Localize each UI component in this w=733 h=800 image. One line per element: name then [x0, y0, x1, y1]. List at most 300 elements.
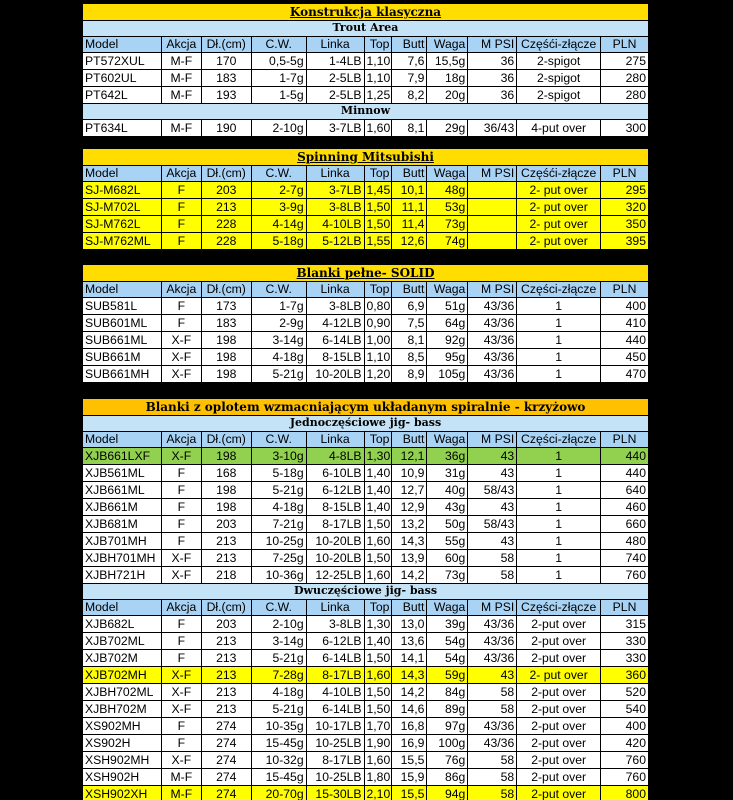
cell-cw: 5-18g — [252, 465, 307, 482]
cell-cw: 2-7g — [252, 182, 307, 199]
cell-mpsi: 58 — [468, 786, 517, 800]
cell-pln: 275 — [601, 53, 649, 70]
rows-spinning — [82, 182, 649, 250]
column-header-dlugosc: Dł.(cm) — [202, 600, 252, 616]
column-header-butt: Butt — [392, 600, 427, 616]
cell-waga: 51g — [427, 298, 468, 315]
column-header-top: Top — [365, 37, 393, 53]
column-header-czesci: Części-złącze — [517, 432, 601, 448]
table-row — [82, 199, 649, 216]
column-header-mpsi: M PSI — [468, 37, 517, 53]
cell-butt: 14,6 — [392, 701, 427, 718]
cell-dlugosc: 213 — [202, 533, 252, 550]
cell-butt: 7,5 — [392, 315, 427, 332]
cell-pln: 400 — [601, 718, 649, 735]
cell-dlugosc: 170 — [202, 53, 252, 70]
cell-top: 1,70 — [365, 718, 393, 735]
cell-pln: 420 — [601, 735, 649, 752]
cell-cw: 3-9g — [252, 199, 307, 216]
cell-cw: 10-36g — [252, 567, 307, 584]
cell-pln: 660 — [601, 516, 649, 533]
cell-cw: 10-25g — [252, 533, 307, 550]
cell-czesci: 2-put over — [517, 735, 601, 752]
cell-butt: 13,6 — [392, 633, 427, 650]
table-row — [82, 667, 649, 684]
cell-akcja: X-F — [162, 701, 202, 718]
cell-czesci: 2-put over — [517, 633, 601, 650]
cell-model: XJBH702ML — [83, 684, 162, 701]
cell-waga: 15,5g — [427, 53, 468, 70]
cell-cw: 10-32g — [252, 752, 307, 769]
cell-butt: 14,1 — [392, 650, 427, 667]
column-header-model: Model — [83, 282, 162, 298]
cell-top: 1,25 — [365, 87, 393, 104]
table-row — [82, 332, 649, 349]
cell-waga: 84g — [427, 684, 468, 701]
cell-cw: 4-14g — [252, 216, 307, 233]
cell-top: 1,60 — [365, 533, 393, 550]
cell-akcja: M-F — [162, 70, 202, 87]
cell-linka: 4-8LB — [307, 448, 365, 465]
cell-dlugosc: 198 — [202, 349, 252, 366]
column-header-mpsi: M PSI — [468, 282, 517, 298]
cell-mpsi: 43/36 — [468, 735, 517, 752]
cell-czesci: 2-spigot — [517, 87, 601, 104]
cell-butt: 16,9 — [392, 735, 427, 752]
cell-akcja: M-F — [162, 53, 202, 70]
cell-waga: 100g — [427, 735, 468, 752]
cell-dlugosc: 198 — [202, 448, 252, 465]
cell-model: XJB682L — [83, 616, 162, 633]
cell-model: XSH902H — [83, 769, 162, 786]
cell-top: 1,00 — [365, 332, 393, 349]
cell-top: 1,60 — [365, 567, 393, 584]
cell-butt: 6,9 — [392, 298, 427, 315]
column-header-linka: Linka — [307, 166, 365, 182]
cell-akcja: M-F — [162, 87, 202, 104]
cell-mpsi — [468, 216, 517, 233]
cell-top: 1,50 — [365, 216, 393, 233]
column-header-top: Top — [365, 166, 393, 182]
cell-model: PT572XUL — [83, 53, 162, 70]
table-row — [82, 366, 649, 383]
cell-butt: 12,9 — [392, 499, 427, 516]
cell-waga: 76g — [427, 752, 468, 769]
cell-czesci: 2-put over — [517, 718, 601, 735]
cell-mpsi: 58 — [468, 769, 517, 786]
cell-pln: 395 — [601, 233, 649, 250]
cell-akcja: X-F — [162, 667, 202, 684]
cell-czesci: 2-put over — [517, 769, 601, 786]
column-header-pln: PLN — [601, 37, 649, 53]
column-header-linka: Linka — [307, 37, 365, 53]
cell-dlugosc: 198 — [202, 482, 252, 499]
column-header-cw: C.W. — [252, 282, 307, 298]
table-row — [82, 53, 649, 70]
cell-pln: 440 — [601, 332, 649, 349]
cell-waga: 59g — [427, 667, 468, 684]
cell-pln: 410 — [601, 315, 649, 332]
cell-akcja: F — [162, 465, 202, 482]
cell-czesci: 1 — [517, 465, 601, 482]
cell-pln: 280 — [601, 70, 649, 87]
cell-model: XJBH702M — [83, 701, 162, 718]
cell-top: 1,80 — [365, 769, 393, 786]
cell-czesci: 1 — [517, 349, 601, 366]
column-header-akcja: Akcja — [162, 432, 202, 448]
column-header-top: Top — [365, 432, 393, 448]
cell-czesci: 1 — [517, 516, 601, 533]
rows-dwuczesciowe — [82, 616, 649, 800]
cell-mpsi: 43/36 — [468, 633, 517, 650]
cell-czesci: 2-put over — [517, 616, 601, 633]
cell-model: PT642L — [83, 87, 162, 104]
section-title: Minnow — [82, 104, 649, 120]
cell-butt: 13,2 — [392, 516, 427, 533]
column-header-akcja: Akcja — [162, 166, 202, 182]
cell-model: XJB661M — [83, 499, 162, 516]
cell-top: 1,50 — [365, 701, 393, 718]
cell-top: 1,45 — [365, 182, 393, 199]
cell-linka: 10-17LB — [307, 718, 365, 735]
cell-waga: 54g — [427, 633, 468, 650]
cell-mpsi: 43/36 — [468, 616, 517, 633]
cell-cw: 5-21g — [252, 366, 307, 383]
table-title: Konstrukcja klasyczna — [82, 3, 649, 21]
table-row — [82, 718, 649, 735]
cell-pln: 330 — [601, 633, 649, 650]
cell-model: XJB681M — [83, 516, 162, 533]
cell-czesci: 1 — [517, 315, 601, 332]
column-header-pln: PLN — [601, 432, 649, 448]
cell-akcja: F — [162, 516, 202, 533]
cell-pln: 470 — [601, 366, 649, 383]
cell-top: 1,60 — [365, 120, 393, 137]
column-header-row — [82, 600, 649, 616]
rows-jednoczesciowe — [82, 448, 649, 584]
cell-top: 0,80 — [365, 298, 393, 315]
table-row — [82, 650, 649, 667]
cell-linka: 3-8LB — [307, 199, 365, 216]
cell-mpsi: 43/36 — [468, 650, 517, 667]
cell-mpsi — [468, 199, 517, 216]
cell-mpsi: 58 — [468, 567, 517, 584]
cell-butt: 14,2 — [392, 567, 427, 584]
cell-czesci: 1 — [517, 366, 601, 383]
cell-model: SJ-M682L — [83, 182, 162, 199]
cell-dlugosc: 274 — [202, 718, 252, 735]
column-header-butt: Butt — [392, 166, 427, 182]
table-row — [82, 298, 649, 315]
table-row — [82, 735, 649, 752]
table-blanki-z-oplotem — [82, 398, 649, 800]
cell-butt: 10,9 — [392, 465, 427, 482]
column-header-dlugosc: Dł.(cm) — [202, 37, 252, 53]
cell-top: 0,90 — [365, 315, 393, 332]
cell-pln: 350 — [601, 216, 649, 233]
cell-dlugosc: 203 — [202, 616, 252, 633]
column-header-dlugosc: Dł.(cm) — [202, 432, 252, 448]
cell-butt: 14,2 — [392, 684, 427, 701]
cell-cw: 2-9g — [252, 315, 307, 332]
cell-linka: 5-12LB — [307, 233, 365, 250]
column-header-row — [82, 166, 649, 182]
cell-linka: 4-10LB — [307, 216, 365, 233]
cell-dlugosc: 198 — [202, 332, 252, 349]
cell-butt: 12,7 — [392, 482, 427, 499]
cell-cw: 1-7g — [252, 70, 307, 87]
cell-czesci: 2- put over — [517, 216, 601, 233]
cell-model: XJB702ML — [83, 633, 162, 650]
cell-czesci: 2- put over — [517, 233, 601, 250]
column-header-waga: Waga — [427, 600, 468, 616]
column-header-akcja: Akcja — [162, 600, 202, 616]
cell-mpsi: 43/36 — [468, 349, 517, 366]
column-header-akcja: Akcja — [162, 282, 202, 298]
cell-model: SJ-M762ML — [83, 233, 162, 250]
column-header-mpsi: M PSI — [468, 432, 517, 448]
cell-pln: 320 — [601, 199, 649, 216]
cell-czesci: 2-put over — [517, 684, 601, 701]
cell-akcja: X-F — [162, 332, 202, 349]
cell-waga: 29g — [427, 120, 468, 137]
cell-dlugosc: 274 — [202, 735, 252, 752]
cell-top: 1,40 — [365, 633, 393, 650]
cell-akcja: F — [162, 233, 202, 250]
column-header-waga: Waga — [427, 432, 468, 448]
cell-cw: 15-45g — [252, 735, 307, 752]
cell-model: SJ-M762L — [83, 216, 162, 233]
cell-czesci: 4-put over — [517, 120, 601, 137]
column-header-mpsi: M PSI — [468, 600, 517, 616]
cell-dlugosc: 213 — [202, 667, 252, 684]
cell-butt: 16,8 — [392, 718, 427, 735]
cell-model: PT634L — [83, 120, 162, 137]
cell-linka: 3-8LB — [307, 616, 365, 633]
table-title: Spinning Mitsubishi — [82, 148, 649, 166]
cell-butt: 13,0 — [392, 616, 427, 633]
cell-mpsi: 43 — [468, 448, 517, 465]
cell-waga: 39g — [427, 616, 468, 633]
column-header-row — [82, 432, 649, 448]
cell-akcja: F — [162, 735, 202, 752]
cell-linka: 10-25LB — [307, 769, 365, 786]
table-row — [82, 87, 649, 104]
cell-mpsi: 58 — [468, 550, 517, 567]
cell-mpsi: 58/43 — [468, 482, 517, 499]
cell-pln: 760 — [601, 752, 649, 769]
cell-dlugosc: 228 — [202, 233, 252, 250]
cell-cw: 7-21g — [252, 516, 307, 533]
table-row — [82, 499, 649, 516]
cell-dlugosc: 203 — [202, 182, 252, 199]
cell-mpsi: 36 — [468, 87, 517, 104]
cell-czesci: 2-put over — [517, 650, 601, 667]
table-row — [82, 516, 649, 533]
cell-akcja: F — [162, 650, 202, 667]
cell-top: 1,50 — [365, 516, 393, 533]
cell-top: 2,10 — [365, 786, 393, 800]
cell-waga: 64g — [427, 315, 468, 332]
cell-dlugosc: 193 — [202, 87, 252, 104]
table-row — [82, 120, 649, 137]
cell-czesci: 1 — [517, 550, 601, 567]
cell-butt: 12,1 — [392, 448, 427, 465]
cell-akcja: F — [162, 533, 202, 550]
cell-pln: 315 — [601, 616, 649, 633]
cell-top: 1,90 — [365, 735, 393, 752]
cell-model: XJB701MH — [83, 533, 162, 550]
cell-mpsi: 43 — [468, 667, 517, 684]
cell-mpsi: 43/36 — [468, 332, 517, 349]
cell-waga: 31g — [427, 465, 468, 482]
table-row — [82, 349, 649, 366]
table-spinning-mitsubishi — [82, 148, 649, 250]
cell-akcja: X-F — [162, 684, 202, 701]
cell-cw: 20-70g — [252, 786, 307, 800]
cell-mpsi: 43 — [468, 499, 517, 516]
cell-cw: 2-10g — [252, 616, 307, 633]
cell-cw: 0,5-5g — [252, 53, 307, 70]
cell-model: XJB661ML — [83, 482, 162, 499]
cell-model: XS902H — [83, 735, 162, 752]
cell-dlugosc: 173 — [202, 298, 252, 315]
cell-akcja: F — [162, 182, 202, 199]
section-title: Trout Area — [82, 21, 649, 37]
column-header-linka: Linka — [307, 432, 365, 448]
cell-top: 1,60 — [365, 752, 393, 769]
cell-pln: 460 — [601, 499, 649, 516]
column-header-cw: C.W. — [252, 432, 307, 448]
cell-czesci: 1 — [517, 567, 601, 584]
cell-model: XJB702M — [83, 650, 162, 667]
cell-dlugosc: 213 — [202, 633, 252, 650]
cell-mpsi: 58 — [468, 701, 517, 718]
cell-waga: 18g — [427, 70, 468, 87]
cell-linka: 1-4LB — [307, 53, 365, 70]
cell-dlugosc: 274 — [202, 786, 252, 800]
cell-linka: 3-8LB — [307, 298, 365, 315]
table-row — [82, 684, 649, 701]
cell-cw: 7-28g — [252, 667, 307, 684]
cell-cw: 4-18g — [252, 499, 307, 516]
cell-waga: 86g — [427, 769, 468, 786]
cell-cw: 15-45g — [252, 769, 307, 786]
column-header-dlugosc: Dł.(cm) — [202, 166, 252, 182]
cell-waga: 105g — [427, 366, 468, 383]
cell-mpsi: 58 — [468, 752, 517, 769]
cell-butt: 8,9 — [392, 366, 427, 383]
column-header-mpsi: M PSI — [468, 166, 517, 182]
table-row — [82, 233, 649, 250]
column-header-pln: PLN — [601, 600, 649, 616]
cell-cw: 3-10g — [252, 448, 307, 465]
cell-model: XJBH721H — [83, 567, 162, 584]
cell-waga: 40g — [427, 482, 468, 499]
table-konstrukcja-klasyczna — [82, 3, 649, 137]
cell-linka: 10-20LB — [307, 550, 365, 567]
cell-linka: 10-25LB — [307, 735, 365, 752]
cell-linka: 4-12LB — [307, 315, 365, 332]
cell-mpsi: 43/36 — [468, 298, 517, 315]
cell-linka: 12-25LB — [307, 567, 365, 584]
cell-dlugosc: 183 — [202, 70, 252, 87]
column-header-pln: PLN — [601, 166, 649, 182]
cell-linka: 8-17LB — [307, 667, 365, 684]
cell-dlugosc: 213 — [202, 650, 252, 667]
cell-czesci: 2-spigot — [517, 70, 601, 87]
cell-top: 1,10 — [365, 70, 393, 87]
cell-waga: 43g — [427, 499, 468, 516]
cell-butt: 8,1 — [392, 120, 427, 137]
table-row — [82, 465, 649, 482]
cell-dlugosc: 274 — [202, 769, 252, 786]
cell-waga: 54g — [427, 650, 468, 667]
cell-akcja: M-F — [162, 786, 202, 800]
column-header-row — [82, 37, 649, 53]
cell-pln: 760 — [601, 567, 649, 584]
cell-czesci: 1 — [517, 499, 601, 516]
cell-czesci: 1 — [517, 448, 601, 465]
cell-model: SUB661MH — [83, 366, 162, 383]
cell-akcja: M-F — [162, 769, 202, 786]
rows-minnow — [82, 120, 649, 137]
cell-cw: 4-18g — [252, 349, 307, 366]
cell-linka: 6-12LB — [307, 482, 365, 499]
cell-akcja: F — [162, 616, 202, 633]
table-row — [82, 182, 649, 199]
cell-akcja: F — [162, 499, 202, 516]
cell-mpsi — [468, 233, 517, 250]
cell-pln: 540 — [601, 701, 649, 718]
cell-akcja: X-F — [162, 349, 202, 366]
cell-akcja: X-F — [162, 366, 202, 383]
column-header-model: Model — [83, 432, 162, 448]
cell-top: 1,55 — [365, 233, 393, 250]
cell-dlugosc: 198 — [202, 366, 252, 383]
table-row — [82, 216, 649, 233]
column-header-cw: C.W. — [252, 600, 307, 616]
cell-mpsi: 58/43 — [468, 516, 517, 533]
cell-butt: 10,1 — [392, 182, 427, 199]
cell-waga: 95g — [427, 349, 468, 366]
cell-linka: 6-14LB — [307, 701, 365, 718]
cell-dlugosc: 213 — [202, 550, 252, 567]
column-header-pln: PLN — [601, 282, 649, 298]
cell-pln: 740 — [601, 550, 649, 567]
cell-pln: 760 — [601, 769, 649, 786]
cell-akcja: F — [162, 199, 202, 216]
cell-butt: 8,1 — [392, 332, 427, 349]
cell-waga: 97g — [427, 718, 468, 735]
table-blanki-pelne-solid — [82, 264, 649, 383]
table-row — [82, 752, 649, 769]
table-row — [82, 633, 649, 650]
cell-pln: 800 — [601, 786, 649, 800]
column-header-butt: Butt — [392, 432, 427, 448]
cell-cw: 5-18g — [252, 233, 307, 250]
cell-linka: 3-7LB — [307, 182, 365, 199]
cell-top: 1,30 — [365, 448, 393, 465]
cell-waga: 73g — [427, 216, 468, 233]
column-header-butt: Butt — [392, 37, 427, 53]
cell-waga: 36g — [427, 448, 468, 465]
cell-cw: 4-18g — [252, 684, 307, 701]
cell-model: XJB661LXF — [83, 448, 162, 465]
cell-mpsi: 58 — [468, 684, 517, 701]
cell-linka: 10-20LB — [307, 533, 365, 550]
cell-top: 1,20 — [365, 366, 393, 383]
